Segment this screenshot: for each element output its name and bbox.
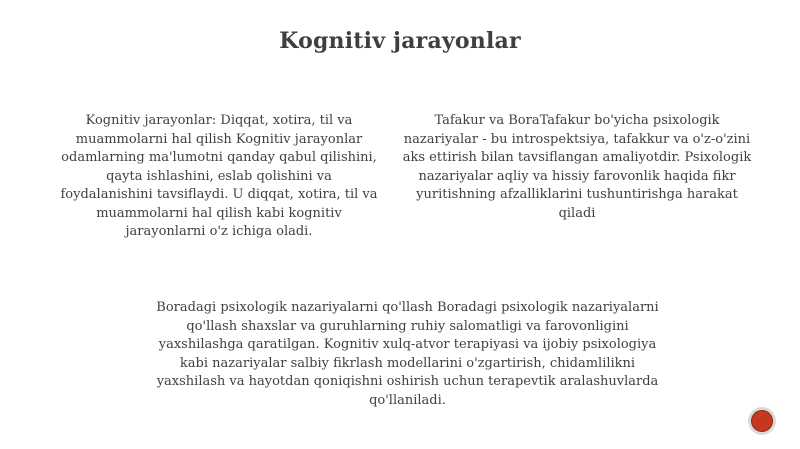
next-slide-button[interactable] — [748, 407, 776, 435]
left-text-block: Kognitiv jarayonlar: Diqqat, xotira, til va muammolarni hal qilish Kognitiv jarayonlar odamlarning ma'lumotni qanday qabul qilishini, qayta ishlashini, eslab qolishini va foydalanishini tavsiflaydi. U diqqat, xotira, til va muammolarni hal qilish kabi kognitiv jarayonlarni o'z ichiga oladi. — [60, 113, 378, 239]
bottom-text-block: Boradagi psixologik nazariyalarni qo'llash Boradagi psixologik nazariyalarni qo'llash shaxslar va guruhlarning ruhiy salomatligi va farovonligini yaxshilashga qaratilgan. Kognitiv xulq-atvor terapiyasi va ijobiy psixologiya kabi nazariyalar salbiy fikrlash modellarini o'zgartirish, chidamlilikni yaxshilash va hayotdan qoniqishni oshirish uchun terapevtik aralashuvlarda qo'llaniladi. — [156, 300, 659, 408]
slide-title: Kognitiv jarayonlar — [279, 28, 521, 54]
right-text-block: Tafakur va BoraTafakur bo'yicha psixologik nazariyalar - bu introspektsiya, tafakkur va o'z-o'zini aks ettirish bilan tavsiflangan amaliyotdir. Psixologik nazariyalar aqliy va hissiy farovonlik haqida fikr yuritishning afzalliklarini tushuntirishga harakat qiladi — [402, 113, 752, 221]
circle-next-icon — [751, 410, 773, 432]
